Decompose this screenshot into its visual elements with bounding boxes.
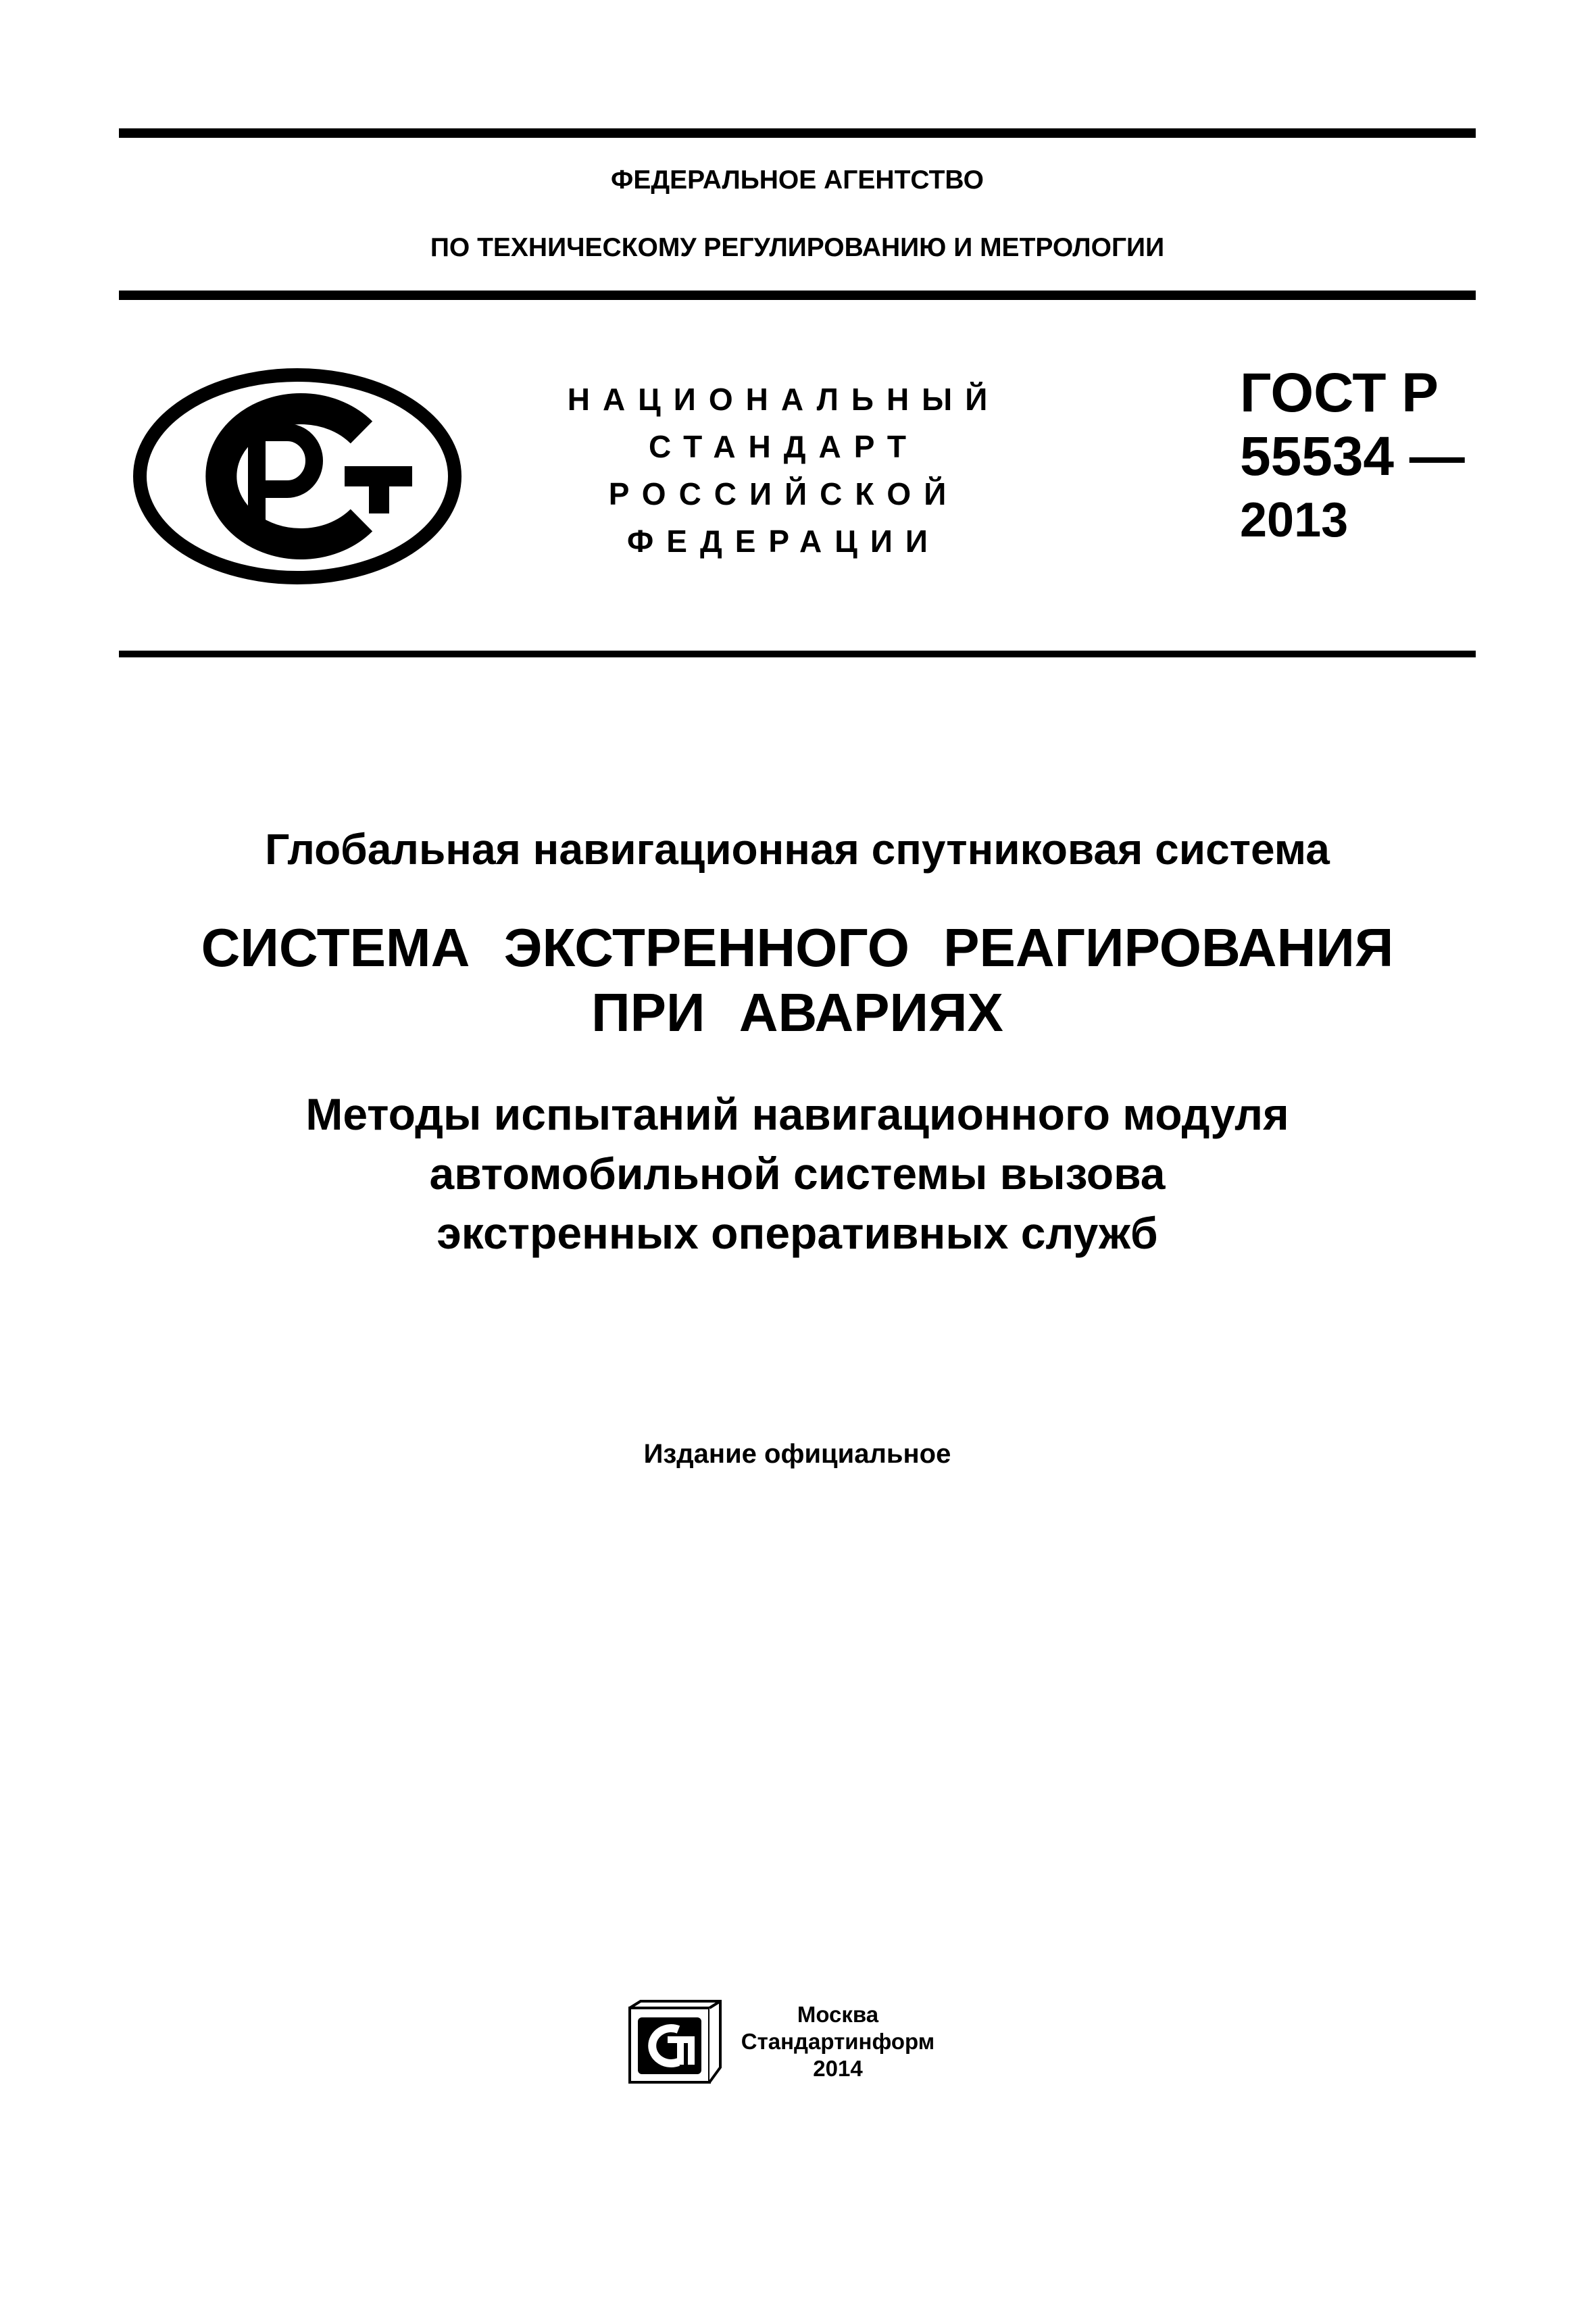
agency-line-1: ФЕДЕРАЛЬНОЕ АГЕНТСТВО [611, 166, 984, 195]
title-sub-line-1: Методы испытаний навигационного модуля [305, 1089, 1289, 1139]
rst-logo-icon [128, 365, 466, 588]
title-sub [119, 1084, 1476, 1263]
designation-line-3: 2013 [1240, 493, 1349, 547]
designation-block [1240, 361, 1524, 552]
top-rule [119, 128, 1476, 138]
title-main [119, 915, 1476, 1045]
publisher-city: Москва [797, 2002, 879, 2027]
designation-line-1: ГОСТ Р [1240, 362, 1439, 424]
standard-type-line-4: ФЕДЕРАЦИИ [627, 524, 941, 559]
title-main-line-2: ПРИ АВАРИЯХ [591, 982, 1003, 1042]
title-main-line-1: СИСТЕМА ЭКСТРЕННОГО РЕАГИРОВАНИЯ [201, 917, 1394, 978]
standard-type-block [541, 376, 1027, 565]
header-bottom-rule [119, 291, 1476, 300]
agency-line-2: ПО ТЕХНИЧЕСКОМУ РЕГУЛИРОВАНИЮ И МЕТРОЛОГИИ [430, 233, 1165, 262]
title-group: Глобальная навигационная спутниковая система [265, 825, 1330, 874]
publisher-year: 2014 [813, 2056, 863, 2081]
publisher-name: Стандартинформ [741, 2029, 935, 2054]
standard-type-line-2: СТАНДАРТ [649, 429, 919, 464]
standartinform-logo-icon [628, 2000, 723, 2084]
edition-label: Издание официальное [643, 1439, 951, 1469]
standard-type-line-1: НАЦИОНАЛЬНЫЙ [567, 382, 1001, 417]
designation-line-2: 55534 — [1240, 426, 1465, 487]
publisher-block [737, 2001, 939, 2082]
title-sub-line-2: автомобильной системы вызова [429, 1149, 1166, 1199]
standard-type-line-3: РОССИЙСКОЙ [608, 476, 959, 511]
title-sub-line-3: экстренных оперативных служб [437, 1208, 1158, 1258]
designation-bottom-rule [119, 651, 1476, 657]
